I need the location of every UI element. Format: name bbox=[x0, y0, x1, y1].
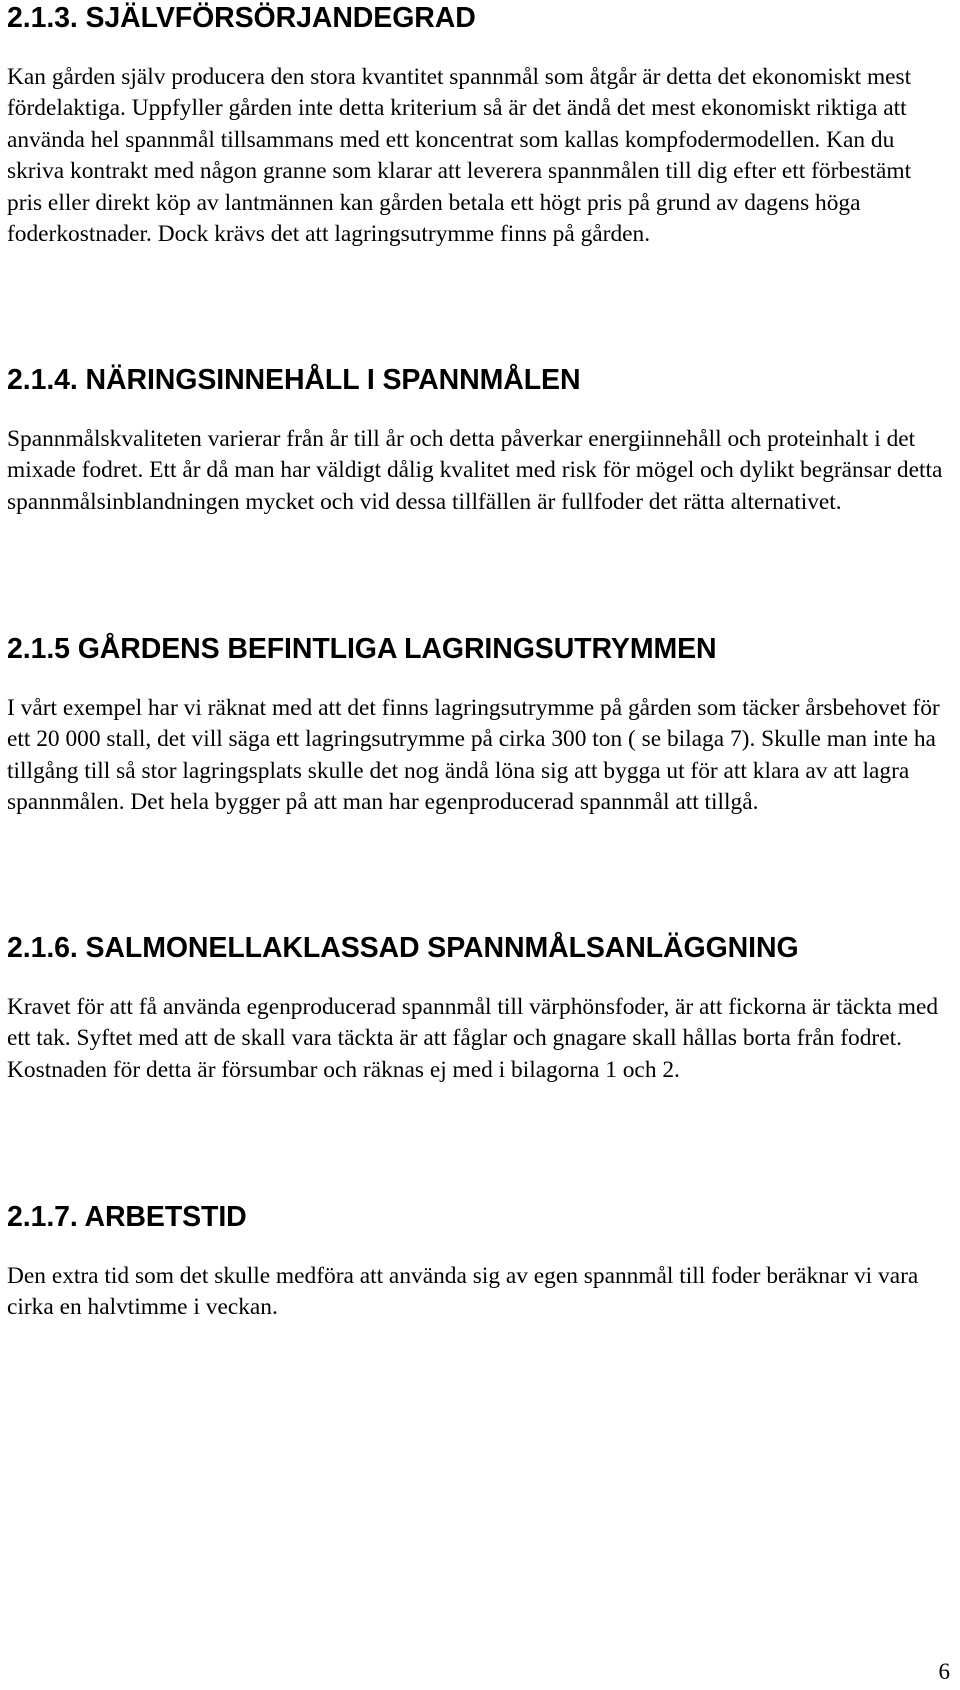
section-salmonellaklassad bbox=[7, 931, 952, 1086]
section-naringsinnehall bbox=[7, 363, 952, 518]
section-paragraph: Kravet för att få använda egenproducerad spannmål till värphönsfoder, är att fickorna är täckta med ett tak. Syftet med att de skall vara täckta är att fåglar och gnagare skall hållas borta från fodret. Kostnaden för detta är försumbar och räknas ej med i bilagorna 1 och 2. bbox=[7, 994, 939, 1083]
section-paragraph: I vårt exempel har vi räknat med att det finns lagringsutrymme på gården som täcker årsbehovet för ett 20 000 stall, det vill säga ett lagringsutrymme på cirka 300 ton ( se bilaga 7). Skulle man inte ha tillgång till så stor lagringsplats skulle det nog ändå löna sig att bygga ut för att klara av att lagra spannmålen. Det hela bygger på att man har egenproducerad spannmål att tillgå. bbox=[7, 695, 940, 816]
section-paragraph: Kan gården själv producera den stora kvantitet spannmål som åtgår är detta det ekonomiskt mest fördelaktiga. Uppfyller gården inte detta kriterium så är det ändå det mest ekonomiskt riktiga att använda hel spannmål tillsammans med ett koncentrat som kallas kompfodermodellen. Kan du skriva kontrakt med någon granne som klarar att leverera spannmålen till dig efter ett förbestämt pris eller direkt köp av lantmännen kan gården betala ett högt pris på grund av dagens höga foderkostnader. Dock krävs det att lagringsutrymme finns på gården. bbox=[7, 64, 912, 248]
section-heading: 2.1.3. SJÄLVFÖRSÖRJANDEGRAD bbox=[7, 2, 476, 34]
section-sjalvforsorjandegrad bbox=[7, 0, 952, 250]
section-heading: 2.1.7. ARBETSTID bbox=[7, 1201, 247, 1233]
page-number: 6 bbox=[938, 1659, 950, 1684]
section-heading: 2.1.5 GÅRDENS BEFINTLIGA LAGRINGSUTRYMMEN bbox=[7, 633, 717, 665]
section-lagringsutrymmen bbox=[7, 632, 952, 819]
section-paragraph: Spannmålskvaliteten varierar från år till år och detta påverkar energiinnehåll och proteinhalt i det mixade fodret. Ett år då man har väldigt dålig kvalitet med risk för mögel och dylikt begränsar detta spannmålsinblandningen mycket och vid dessa tillfällen är fullfoder det rätta alternativet. bbox=[7, 426, 943, 515]
section-arbetstid bbox=[7, 1200, 952, 1324]
section-paragraph: Den extra tid som det skulle medföra att använda sig av egen spannmål till foder beräknar vi vara cirka en halvtimme i veckan. bbox=[7, 1263, 919, 1321]
section-heading: 2.1.4. NÄRINGSINNEHÅLL I SPANNMÅLEN bbox=[7, 364, 581, 396]
section-heading: 2.1.6. SALMONELLAKLASSAD SPANNMÅLSANLÄGGNING bbox=[7, 932, 799, 964]
